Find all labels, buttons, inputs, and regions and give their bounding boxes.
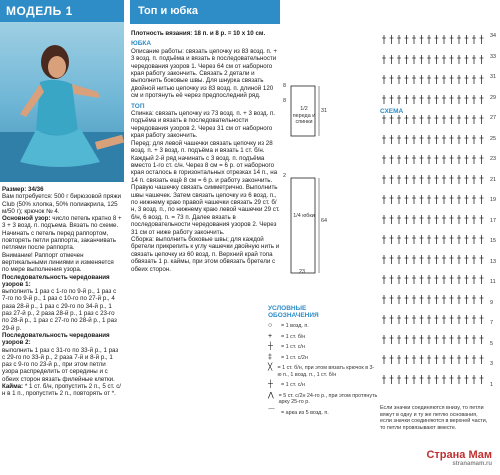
watermark-text: Страна Мам xyxy=(426,449,492,461)
legend-item xyxy=(268,323,378,330)
density-text: Плотность вязания: 18 п. и 8 р. = 10 х 10 см. xyxy=(131,30,266,37)
stitch-symbol-icon: ⋀ xyxy=(268,391,274,399)
row-number: 17 xyxy=(490,217,496,224)
skirt-text: Описание работы: связать цепочку из 83 возд. п. + 3 возд. п. подъёма и вязать в последовательности чередования узоров 1. Через 64 см от наборного края работу закончить. Связать 2 детали и выполнить боковые швы. Для шнурка связать двойной нитью цепочку из 83 возд. п. длиной 120 см и протянуть её через предпоследний ряд. xyxy=(131,47,277,100)
chart-note: Если значки соединяются внизу, то петли вяжут в одну и ту же петлю основания, если значки соединяются в верхней части, то петли провязывают вместе. xyxy=(380,405,488,431)
dim-label: 31 xyxy=(321,108,327,114)
stitch-symbol-icon: ⌒ xyxy=(268,408,275,416)
row-number: 33 xyxy=(490,53,496,60)
top-heading: ТОП xyxy=(131,102,145,110)
size-text: Размер: 34/36 xyxy=(2,186,44,193)
legend-item xyxy=(268,393,378,406)
yarn-text: Вам потребуется: 500 г бирюзовой пряжи Club (50% хлопка, 50% полиакрила, 125 м/50 г); крючок № 4. xyxy=(2,193,121,215)
left-text xyxy=(2,186,122,398)
knot-text: * 1 ст. б/н, пропустить 2 п., 5 ст. с/н в 1 п., пропустить 2 п., повторять от *. xyxy=(2,383,122,398)
row-number: 13 xyxy=(490,258,496,265)
row-number: 27 xyxy=(490,115,496,121)
stitch-symbol-icon: + xyxy=(268,332,273,340)
row-number: 19 xyxy=(490,197,496,203)
watermark-url: stranamam.ru xyxy=(452,461,492,467)
model-title: МОДЕЛЬ 1 xyxy=(6,4,73,18)
legend-item xyxy=(268,355,378,362)
model-header xyxy=(0,0,124,22)
legend xyxy=(268,305,378,455)
front-text: Перед: для левой чашечки связать цепочку из 28 возд. п. + 3 возд. п. подъёма и вязать 1 ст. б/н. Каждый 2-й ряд начинать с 3 возд. п. подъёма вместо 1-го ст. с/н. Через 8 см = 6 р. от наборного края осталось в горизонтальных отрезках 14 п., на 14 п. связать ещё 8 см = 6 р. и работу закончить. Правую чашечку связать симметрично. Выполнить швы чашечек. Затем связать цепочку из 6 возд. п., по нижнему краю правой чашечки связать 29 ст. б/н, 3 возд. п., по нижнему краю левой чашечки 29 ст. б/н, 6 возд. п. = 73 п. Далее вязать в последовательности чередования узоров 2. Через 31 см от ниже работу закончить. xyxy=(131,139,280,236)
quarter-label: 1/4 юбки xyxy=(293,213,315,219)
chart-label: СХЕМА xyxy=(380,108,404,115)
legend-text: = 1 ст. с/н xyxy=(281,344,305,350)
row-number: 25 xyxy=(490,135,496,142)
row-number: 21 xyxy=(490,176,496,183)
seq1-label: Последовательность чередования узоров 1: xyxy=(2,273,110,288)
left-column xyxy=(0,0,124,475)
row-number: 34 xyxy=(490,33,496,39)
legend-item xyxy=(268,410,378,417)
dim-label: 8 xyxy=(283,98,286,104)
dim-label: 64 xyxy=(321,218,327,224)
dim-label: 8 xyxy=(283,83,286,89)
row-number: 15 xyxy=(490,238,496,244)
crochet-chart xyxy=(378,25,500,425)
row-number: 29 xyxy=(490,94,496,101)
legend-item xyxy=(268,365,378,378)
stitch-symbol-icon: ○ xyxy=(268,322,273,329)
row-number: 11 xyxy=(490,279,496,285)
legend-text: = 1 возд. п. xyxy=(281,323,309,329)
legend-heading: УСЛОВНЫЕ ОБОЗНАЧЕНИЯ xyxy=(268,305,319,319)
watermark xyxy=(426,449,492,467)
dim-label: 23 xyxy=(299,269,305,275)
row-number: 1 xyxy=(490,381,493,388)
seq2-text: выполнить 1 раз с 31-го по 33-й р., 1 раз с 29-го по 33-й р., 2 раза 7-й и 8-й р., 1 раз с 9-го по 23-й р., при этом петли узора распределить от середины и с обеих сторон вязать филейные клетки. xyxy=(2,346,119,383)
legend-text: = 1 ст. с/2н xyxy=(281,354,308,361)
stitch-symbol-icon: ┼ xyxy=(268,381,273,388)
legend-text: = арка из 5 возд. п. xyxy=(281,409,329,416)
skirt-heading: ЮБКА xyxy=(131,40,152,48)
middle-text xyxy=(131,30,281,273)
half-label: 1/2 переда и спинки xyxy=(292,106,316,125)
title-bar xyxy=(130,0,280,24)
back-text: Спинка: связать цепочку из 73 возд. п. + 3 возд. п. подъёма и вязать в последовательности чередования узоров 2. Через 31 см от наборного края работу закончить. xyxy=(131,110,276,140)
legend-text: = 1 ст. с/н xyxy=(281,382,305,388)
model-photo xyxy=(0,22,124,182)
basic-label: Основной узор: xyxy=(2,215,51,223)
legend-text: = 1 ст. б/н xyxy=(281,333,306,340)
legend-item xyxy=(268,334,378,341)
page-title: Топ и юбка xyxy=(138,5,198,17)
legend-text: = 1 ст. б/н, при этом вязать крючок в 3-ю п., 1 возд. п., 1 ст. б/н xyxy=(277,365,375,378)
garment-schematic xyxy=(283,78,333,278)
row-number: 5 xyxy=(490,340,493,347)
legend-item xyxy=(268,382,378,389)
attention-text: Внимание! Раппорт отмечен вертикальными линиями и изменяется по мере выполнения узора. xyxy=(2,251,114,274)
row-number: 23 xyxy=(490,156,496,162)
row-number: 7 xyxy=(490,320,493,326)
stitch-symbol-icon: ┼ xyxy=(268,343,273,350)
assembly-text: Сборка: выполнить боковые швы; для каждой бретели прикрепить к углу чашечки двойную нить и связать цепочку из 60 возд. п. Верхний край топа обвязать 1 р. каймы, при этом обвязать бретели с обеих сторон. xyxy=(131,235,280,273)
row-number: 3 xyxy=(490,361,493,367)
basic-text: число петель кратно 8 + 3 + 3 возд. п. подъема. Вязать по схеме. Начинать с петель перед раппортом, повторять петли раппорта, заканчивать петлями после раппорта. xyxy=(2,215,122,252)
legend-item xyxy=(268,344,378,351)
seq1-text: выполнить 1 раз с 1-го по 9-й р., 1 раз с 7-го по 9-й р., 1 раз с 10-го по 27-й р., 4 раза 28-й р., 1 раз с 29-го по 34-й р., 1 раз 27-й р., 2 раза 28-й р., 1 раз с 23-го по 28-й р., 1 раз с 27-го по 28-й р., 1 раз 29-й р. xyxy=(2,288,117,332)
stitch-symbol-icon: ‡ xyxy=(268,353,272,361)
stitch-symbol-icon: ╳ xyxy=(268,364,273,371)
seq2-label: Последовательность чередования узоров 2: xyxy=(2,331,110,347)
knot-label: Кайма: xyxy=(2,383,24,391)
dim-label: 2 xyxy=(283,173,286,179)
row-number: 31 xyxy=(490,74,496,80)
legend-text: = 5 ст. с/2н 24-го р., при этом протянуть арку 25-го р. xyxy=(278,392,378,405)
row-number: 9 xyxy=(490,299,493,306)
